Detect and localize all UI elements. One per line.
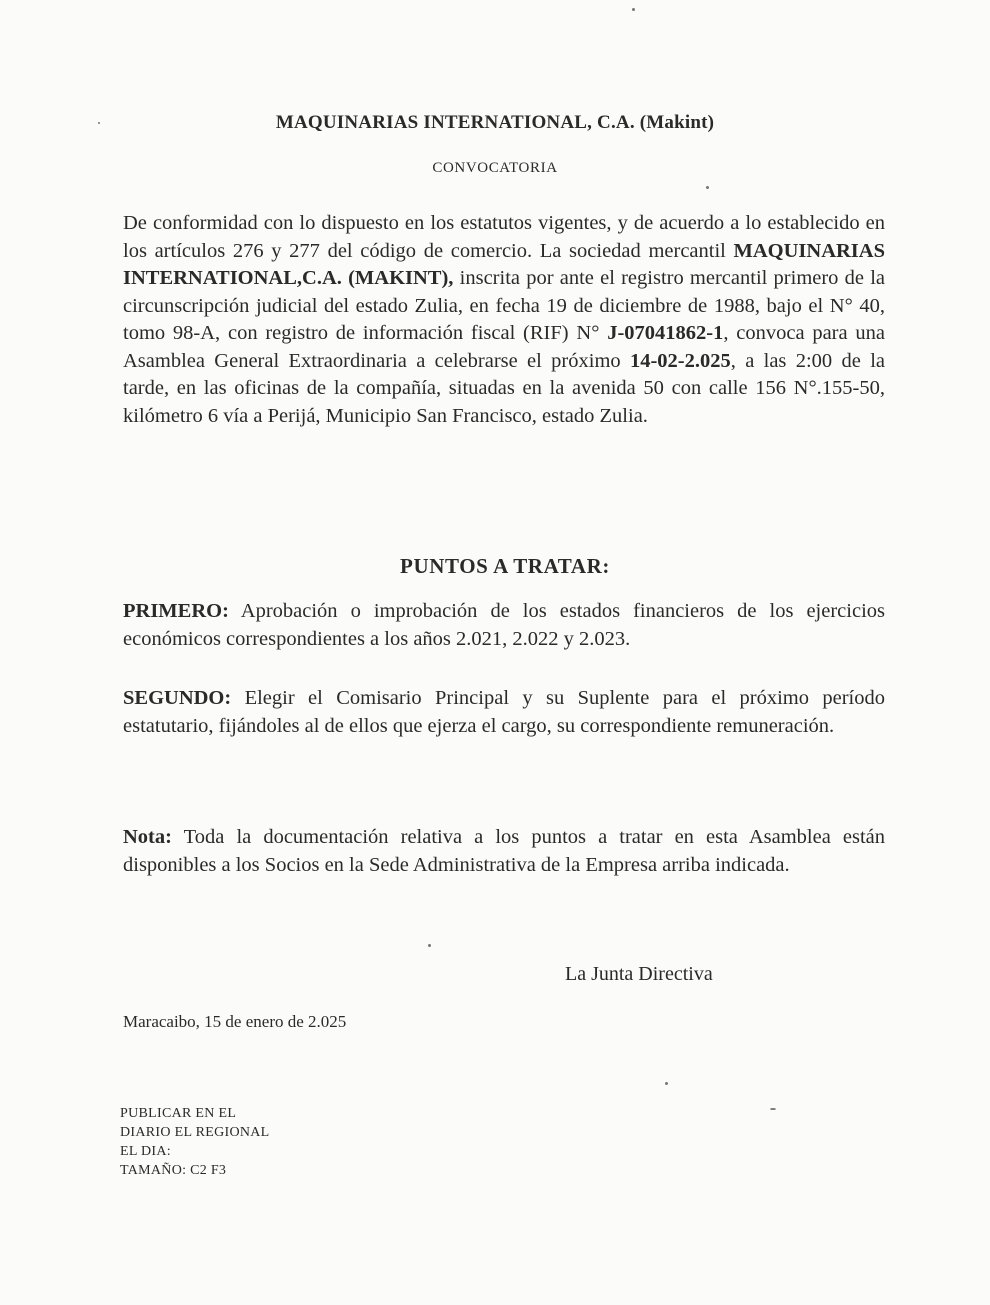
publish-line-2: DIARIO EL REGIONAL [120,1125,270,1140]
publish-line-4: TAMAÑO: C2 F3 [120,1163,227,1178]
intro-text-4: , a las 2:00 de la tarde, en las oficinas de la compañía, situadas en la avenida 50 con calle 156 N°.155-50, kilómetro 6 vía a Perijá, Municipio San Francisco, estado Zulia. [123,349,885,427]
publish-instructions [120,1104,270,1180]
intro-text-1: De conformidad con lo dispuesto en los estatutos vigentes, y de acuerdo a lo establecido en los artículos 276 y 277 del código de comercio. La sociedad mercantil [123,212,885,262]
point-primero-label: PRIMERO: [123,600,229,622]
point-segundo-label: SEGUNDO: [123,687,232,709]
scan-speck [428,944,431,947]
point-primero [123,598,885,653]
intro-paragraph [123,210,885,430]
company-title: MAQUINARIAS INTERNATIONAL, C.A. (Makint) [275,112,715,133]
intro-meeting-date: 14-02-2.025 [629,349,731,372]
intro-text-3: , convoca para una Asamblea General Extraordinaria a celebrarse el próximo [123,322,885,372]
point-segundo-text: Elegir el Comisario Principal y su Suplente para el próximo período estatutario, fijándoles al de ellos que ejerza el cargo, su correspondiente remuneración. [123,687,885,737]
point-segundo [123,685,885,740]
place-date: Maracaibo, 15 de enero de 2.025 [123,1012,347,1031]
document-type: CONVOCATORIA [432,160,558,176]
point-primero-text: Aprobación o improbación de los estados financieros de los ejercicios económicos correspondientes a los años 2.021, 2.022 y 2.023. [123,600,885,650]
nota-text: Toda la documentación relativa a los puntos a tratar en esta Asamblea están disponibles a los Socios en la Sede Administrativa de la Empresa arriba indicada. [123,826,885,876]
publish-line-3: EL DIA: [120,1144,171,1159]
intro-text-2: inscrita por ante el registro mercantil primero de la circunscripción judicial del estado Zulia, en fecha 19 de diciembre de 1988, bajo el N° 40, tomo 98-A, con registro de información fiscal (RIF) N° [123,267,886,344]
scan-speck [706,186,709,189]
publish-line-1: PUBLICAR EN EL [120,1106,237,1121]
scan-speck [770,1108,776,1110]
points-heading: PUNTOS A TRATAR: [400,554,610,578]
scan-speck [632,8,635,11]
signature-line: La Junta Directiva [565,963,713,985]
nota-label: Nota: [123,826,172,848]
scan-speck [665,1082,668,1085]
intro-company-name: MAQUINARIAS INTERNATIONAL,C.A. (MAKINT), [123,239,885,289]
scan-speck [98,122,100,124]
intro-rif: J-07041862-1 [607,322,724,344]
nota-paragraph [123,824,885,879]
